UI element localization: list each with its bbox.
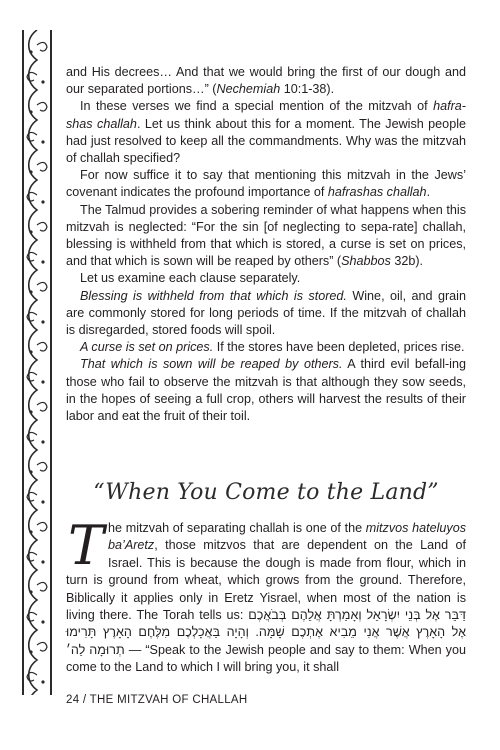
paragraph: In these verses we find a special mention of the mitzvah of hafra-shas challah. Let us think about this for a moment. The Jewish people had just resolved to keep all the commandments. Why was the mitzvah of challah specified? bbox=[66, 99, 466, 166]
hebrew-verse: דַּבֵּר אֶל בְּנֵי יִשְׂרָאֵל וְאָמַרְתָּ אֲלֵהֶם בְּבֹאֲכֶם אֶל הָאָרֶץ אֲשֶׁר אֲנִי מֵבִיא אֶתְכֶם שָׁמָּה. וְהָיָה בַּאֲכָלְכֶם מִלֶּחֶם הָאָרֶץ תָּרִימוּ תְרוּמָה לַה׳ bbox=[66, 608, 466, 657]
section-body: T he mitzvah of separating challah is one of the mitzvos hateluyos ba’Aretz, those mitzvos that are dependent on the Land of Israel. This is because the dough is made from flour, which in turn is ground from wheat, which grows from the ground. Therefore, Biblically it applies only in Eretz Yisrael, when most of the nation is living there. The Torah tells us: דַּבֵּר אֶל בְּנֵי יִשְׂרָאֵל וְאָמַרְתָּ אֲלֵהֶם בְּבֹאֲכֶם אֶל הָאָרֶץ אֲשֶׁר אֲנִי מֵבִיא אֶתְכֶם שָׁמָּה. וְהָיָה בַּאֲכָלְכֶם מִלֶּחֶם הָאָרֶץ תָּרִימוּ תְרוּמָה לַה׳ — “Speak to the Jewish people and say to them: When you come to the Land to which I will bring you, it shall bbox=[66, 514, 467, 675]
paragraph: For now suffice it to say that mentioning this mitzvah in the Jews’ covenant indicates the profound importance of hafrashas challah. bbox=[66, 168, 466, 200]
paragraph: A curse is set on prices. If the stores have been depleted, prices rise. bbox=[80, 340, 465, 355]
section-heading: “When You Come to the Land” bbox=[93, 480, 439, 505]
paragraph: Let us examine each clause separately. bbox=[80, 271, 301, 286]
paragraph: and His decrees… And that we would bring the first of our dough and our separated portions…” (Nechemiah 10:1-38). bbox=[66, 65, 466, 97]
paragraph: Blessing is withheld from that which is stored. Wine, oil, and grain are commonly stored for long periods of time. If the mitzvah of challah is disregarded, stored foods will spoil. bbox=[66, 288, 466, 338]
body-text bbox=[66, 64, 466, 425]
paragraph: That which is sown will be reaped by others. A third evil befall-ing those who fail to observe the mitzvah is that although they sow seeds, in the hopes of seeing a full crop, others will harvest the results of their labor and eat the fruit of their toil. bbox=[66, 357, 466, 424]
drop-cap: T bbox=[68, 514, 105, 577]
floral-scroll-icon bbox=[24, 30, 50, 695]
paragraph: The Talmud provides a sobering reminder of what happens when this mitzvah is neglected: “For the sin [of neglecting to sepa-rate] challah, blessing is withheld from that which is stored, a curse is set on prices, and that which is sown will be reaped by others” (Shabbos 32b). bbox=[66, 202, 466, 269]
page-footer: 24 / THE MITZVAH OF CHALLAH bbox=[66, 694, 248, 706]
decorative-border-ornament bbox=[22, 30, 52, 695]
